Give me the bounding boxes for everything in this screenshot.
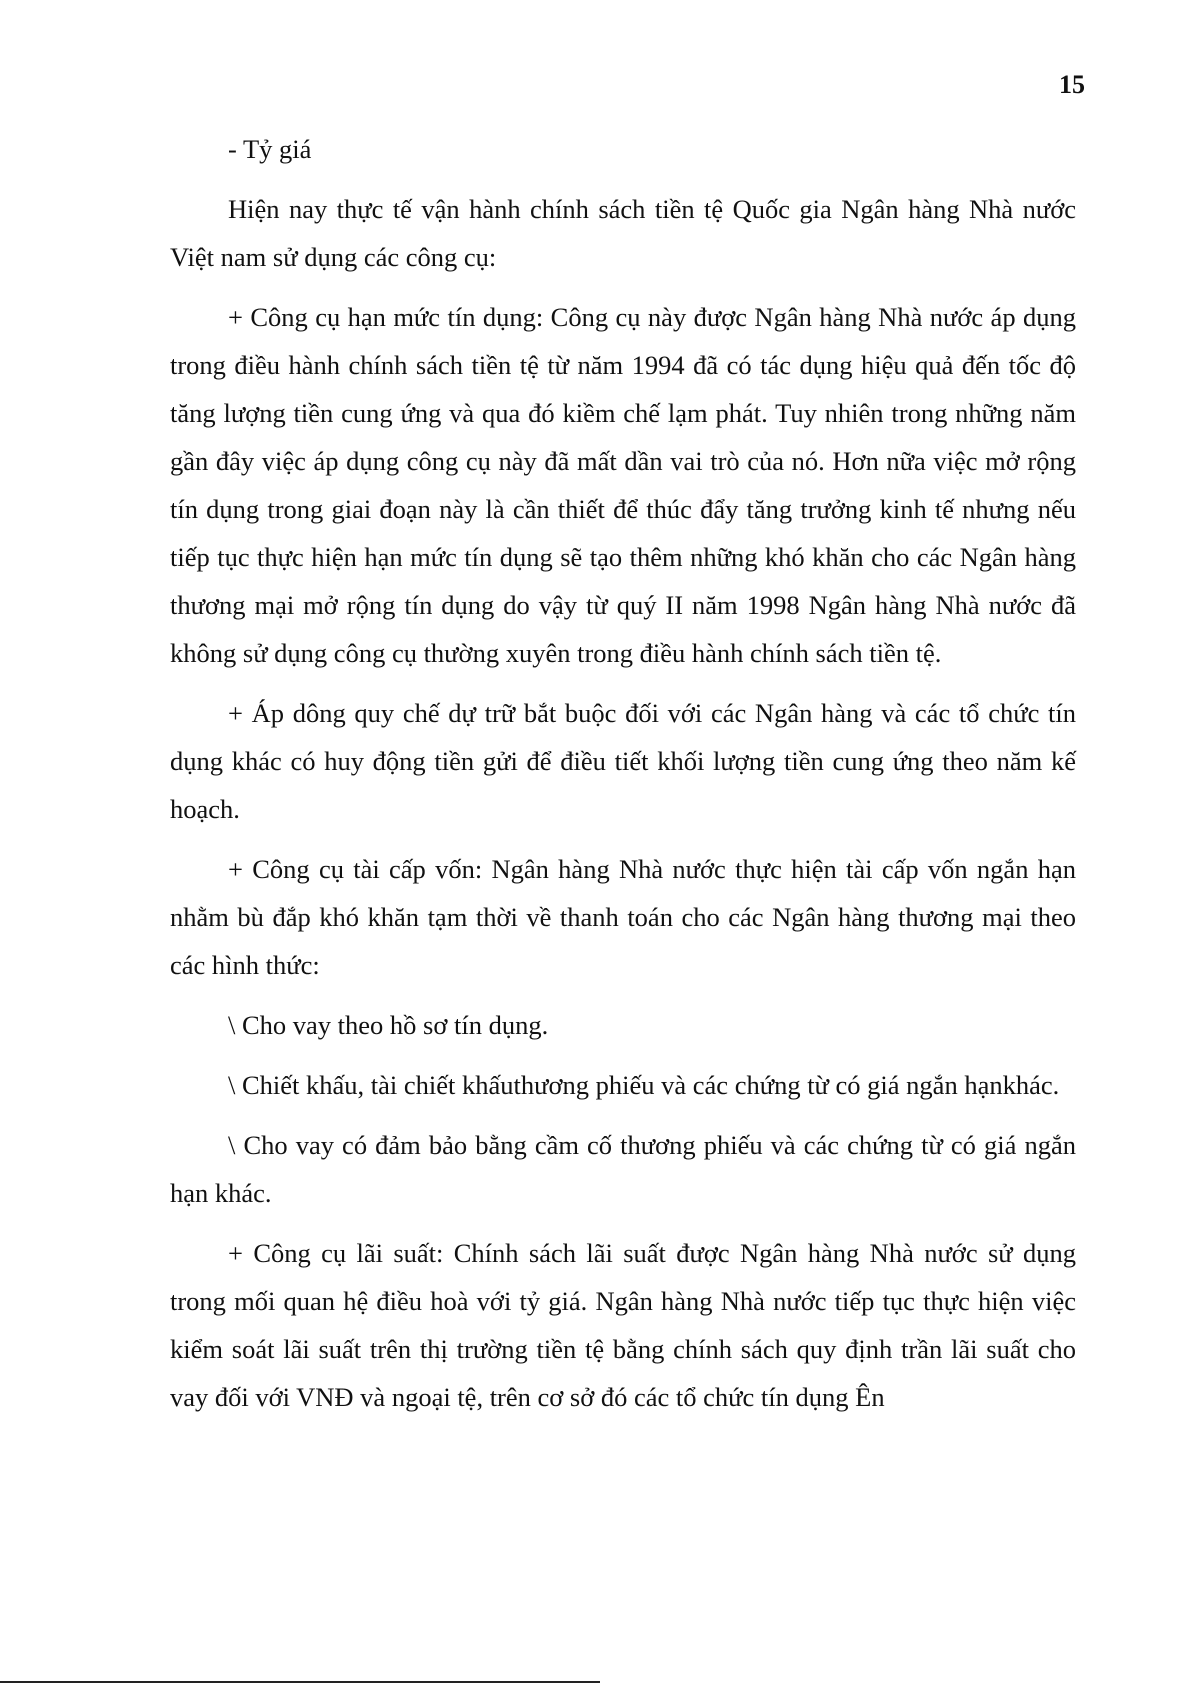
paragraph-loan-credit-file: \ Cho vay theo hồ sơ tín dụng. (228, 1010, 549, 1040)
paragraph-credit-limit-tool: + Công cụ hạn mức tín dụng: Công cụ này được Ngân hàng Nhà nước áp dụng trong điều hành chính sách tiền tệ từ năm 1994 đã có tác dụng hiệu quả đến tốc độ tăng lượng tiền cung ứng và qua đó kiềm chế lạm phát. Tuy nhiên trong những năm gần đây việc áp dụng công cụ này đã mất dần vai trò của nó. Hơn nữa việc mở rộng tín dụng trong giai đoạn này là cần thiết để thúc đẩy tăng trưởng kinh tế nhưng nếu tiếp tục thực hiện hạn mức tín dụng sẽ tạo thêm những khó khăn cho các Ngân hàng thương mại mở rộng tín dụng do vậy từ quý II năm 1998 Ngân hàng Nhà nước đã không sử dụng công cụ thường xuyên trong điều hành chính sách tiền tệ. (170, 302, 1076, 668)
paragraph-reserve-requirement: + Áp dông quy chế dự trữ bắt buộc đối với các Ngân hàng và các tổ chức tín dụng khác có huy động tiền gửi để điều tiết khối lượng tiền cung ứng theo năm kế hoạch. (170, 698, 1076, 824)
paragraph-exchange-rate: - Tỷ giá (228, 134, 312, 164)
document-body (170, 125, 1076, 1433)
paragraph-interest-rate-tool: + Công cụ lãi suất: Chính sách lãi suất được Ngân hàng Nhà nước sử dụng trong mối quan hệ điều hoà với tỷ giá. Ngân hàng Nhà nước tiếp tục thực hiện việc kiểm soát lãi suất trên thị trường tiền tệ bằng chính sách quy định trần lãi suất cho vay đối với VNĐ và ngoại tệ, trên cơ sở đó các tổ chức tín dụng Ên (170, 1238, 1076, 1412)
paragraph-intro-tools: Hiện nay thực tế vận hành chính sách tiền tệ Quốc gia Ngân hàng Nhà nước Việt nam sử dụng các công cụ: (170, 194, 1076, 272)
page-number: 15 (1059, 70, 1085, 99)
bottom-rule (0, 1681, 600, 1683)
paragraph-discount: \ Chiết khấu, tài chiết khấuthương phiếu và các chứng từ có giá ngắn hạnkhác. (228, 1070, 1060, 1100)
paragraph-refinancing-tool: + Công cụ tài cấp vốn: Ngân hàng Nhà nước thực hiện tài cấp vốn ngắn hạn nhằm bù đắp khó khăn tạm thời về thanh toán cho các Ngân hàng thương mại theo các hình thức: (170, 854, 1076, 980)
paragraph-secured-loan: \ Cho vay có đảm bảo bằng cầm cố thương phiếu và các chứng từ có giá ngắn hạn khác. (170, 1130, 1076, 1208)
